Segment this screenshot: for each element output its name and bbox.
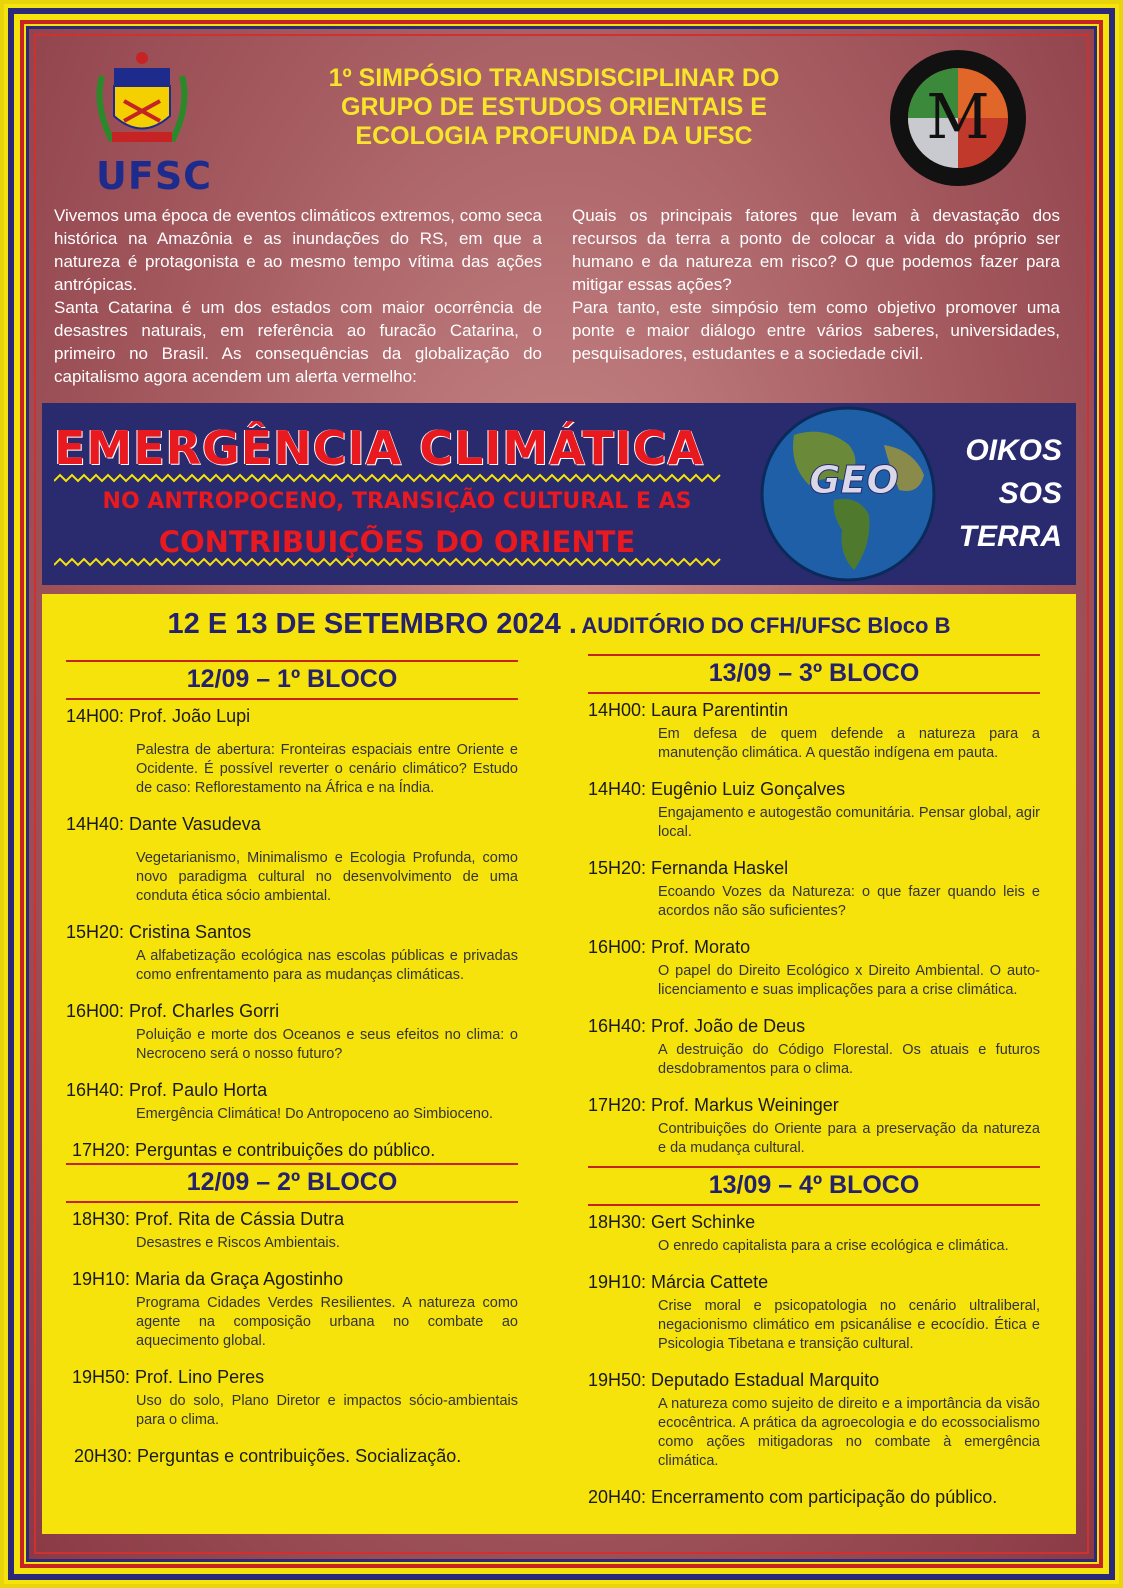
item-time-speaker: 17H20: Prof. Markus Weininger — [588, 1095, 839, 1115]
schedule-item — [588, 937, 1040, 1000]
item-description: Programa Cidades Verdes Resilientes. A natureza como agente na composição urbana no combate ao aquecimento global. — [136, 1295, 518, 1349]
schedule — [42, 594, 1076, 1534]
item-time-speaker: 14H40: Eugênio Luiz Gonçalves — [588, 779, 846, 799]
item-time-speaker: 18H30: Prof. Rita de Cássia Dutra — [72, 1209, 345, 1229]
item-description: Poluição e morte dos Oceanos e seus efeitos no clima: o Necroceno será o nosso futuro? — [136, 1027, 518, 1062]
item-time-speaker: 16H40: Prof. João de Deus — [588, 1016, 806, 1036]
schedule-item — [588, 1212, 1040, 1256]
item-description: O enredo capitalista para a crise ecológica e climática. — [658, 1238, 1009, 1254]
schedule-item — [66, 1140, 518, 1161]
item-description: Ecoando Vozes da Natureza: o que fazer quando leis e acordos não são suficientes? — [658, 884, 1040, 919]
schedule-item — [588, 1370, 1040, 1471]
schedule-item — [588, 1016, 1040, 1079]
item-description: Contribuições do Oriente para a preservação da natureza e da mudança cultural. — [658, 1121, 1040, 1156]
event-date: 12 E 13 DE SETEMBRO 2024 . — [167, 608, 577, 640]
oikos-sos-terra — [947, 429, 1062, 558]
block-title: 12/09 – 1º BLOCO — [66, 660, 518, 700]
schedule-item — [66, 706, 518, 798]
intro-paragraph: Santa Catarina é um dos estados com maior ocorrência de desastres naturais, em referência ao furacão Catarina, o primeiro no Brasil. As consequências da globalização do capitalismo agora acendem um alerta vermelho: — [54, 298, 542, 386]
intro-left — [54, 204, 542, 388]
title-line: ECOLOGIA PROFUNDA DA UFSC — [355, 122, 753, 150]
item-description: Em defesa de quem defende a natureza para a manutenção climática. A questão indígena em pauta. — [658, 726, 1040, 761]
schedule-item — [588, 1487, 1040, 1508]
item-time-speaker: 19H50: Prof. Lino Peres — [72, 1367, 265, 1387]
schedule-item — [588, 779, 1040, 842]
m-circle-icon — [888, 48, 1028, 188]
item-description: Desastres e Riscos Ambientais. — [136, 1235, 340, 1251]
schedule-item — [66, 1080, 518, 1124]
item-time-speaker: 15H20: Cristina Santos — [66, 922, 252, 942]
banner-subtitle-emphasis: CONTRIBUIÇÕES DO ORIENTE — [158, 525, 636, 559]
title-line: 1º SIMPÓSIO TRANSDISCIPLINAR DO — [328, 64, 780, 92]
item-time-speaker: 20H30: Perguntas e contribuições. Socialização. — [74, 1446, 462, 1466]
banner-subtitle: NO ANTROPOCENO, TRANSIÇÃO CULTURAL E AS — [102, 489, 692, 514]
item-time-speaker: 20H40: Encerramento com participação do público. — [588, 1487, 998, 1507]
schedule-item — [66, 922, 518, 985]
item-description: Engajamento e autogestão comunitária. Pensar global, agir local. — [658, 805, 1040, 840]
group-logo — [888, 48, 1028, 188]
item-time-speaker: 19H10: Márcia Cattete — [588, 1272, 769, 1292]
item-description: Emergência Climática! Do Antropoceno ao Simbioceno. — [136, 1106, 494, 1122]
zigzag-divider — [54, 557, 722, 567]
schedule-item — [588, 700, 1040, 763]
schedule-column-left — [66, 660, 518, 1483]
event-venue: AUDITÓRIO DO CFH/UFSC Bloco B — [581, 613, 951, 638]
item-time-speaker: 18H30: Gert Schinke — [588, 1212, 756, 1232]
globe-label: GEO — [809, 458, 899, 502]
ufsc-logo — [92, 46, 213, 198]
globe-icon — [754, 405, 942, 583]
schedule-item — [66, 814, 518, 906]
schedule-item — [588, 858, 1040, 921]
intro-right — [572, 204, 1060, 365]
schedule-item — [66, 1367, 518, 1430]
schedule-item — [588, 1095, 1040, 1158]
m-letter: M — [926, 80, 990, 153]
side-word: TERRA — [958, 520, 1062, 553]
item-description: Uso do solo, Plano Diretor e impactos sócio-ambientais para o clima. — [136, 1393, 518, 1428]
title-line: GRUPO DE ESTUDOS ORIENTAIS E — [341, 93, 767, 121]
item-time-speaker: 16H00: Prof. Morato — [588, 937, 751, 957]
block-title: 13/09 – 3º BLOCO — [588, 654, 1040, 694]
item-description: A natureza como sujeito de direito e a importância da visão ecocêntrica. A prática da agroecologia e do ecossocialismo como ações mitigadoras no combate à emergência climática. — [658, 1396, 1040, 1469]
item-time-speaker: 16H40: Prof. Paulo Horta — [66, 1080, 268, 1100]
item-time-speaker: 14H00: Laura Parentintin — [588, 700, 789, 720]
item-time-speaker: 15H20: Fernanda Haskel — [588, 858, 789, 878]
side-word: OIKOS — [965, 434, 1062, 467]
item-description: A alfabetização ecológica nas escolas públicas e privadas como enfrentamento para as mudanças climáticas. — [136, 948, 518, 983]
theme-banner — [42, 403, 1076, 585]
intro-paragraph: Vivemos uma época de eventos climáticos extremos, como seca histórica na Amazônia e as inundações do RS, em que a natureza é protagonista e ao mesmo tempo vítima das ações antrópicas. — [54, 206, 542, 294]
item-description: Vegetarianismo, Minimalismo e Ecologia Profunda, como novo paradigma cultural no desenvolvimento de uma conduta ética sócio ambiental. — [136, 850, 518, 904]
item-time-speaker: 17H20: Perguntas e contribuições do público. — [72, 1140, 436, 1160]
schedule-item — [66, 1269, 518, 1351]
item-description: Crise moral e psicopatologia no cenário ultraliberal, negacionismo climático em psicanálise e ecocídio. Ética e Psicologia Tibetana e transição cultural. — [658, 1298, 1040, 1352]
zigzag-divider — [54, 473, 722, 483]
schedule-item — [66, 1446, 518, 1467]
intro-paragraph: Quais os principais fatores que levam à devastação dos recursos da terra a ponto de colocar a vida do próprio ser humano e da natureza em risco? O que podemos fazer para mitigar essas ações? — [572, 206, 1060, 294]
side-word: SOS — [998, 477, 1062, 510]
ufsc-logo-text: UFSC — [96, 154, 213, 198]
item-time-speaker: 16H00: Prof. Charles Gorri — [66, 1001, 280, 1021]
block-title: 13/09 – 4º BLOCO — [588, 1166, 1040, 1206]
schedule-item — [66, 1209, 518, 1253]
block-title: 12/09 – 2º BLOCO — [66, 1163, 518, 1203]
schedule-column-right — [588, 654, 1040, 1524]
item-time-speaker: 14H00: Prof. João Lupi — [66, 706, 251, 726]
item-time-speaker: 19H10: Maria da Graça Agostinho — [72, 1269, 344, 1289]
intro-paragraph: Para tanto, este simpósio tem como objetivo promover uma ponte e maior diálogo entre vários saberes, universidades, pesquisadores, estudantes e a sociedade civil. — [572, 298, 1060, 363]
banner-title: EMERGÊNCIA CLIMÁTICA — [54, 421, 705, 475]
date-venue — [42, 608, 1076, 641]
symposium-title — [244, 64, 864, 151]
item-time-speaker: 19H50: Deputado Estadual Marquito — [588, 1370, 880, 1390]
schedule-item — [588, 1272, 1040, 1354]
ufsc-crest-icon — [92, 46, 192, 156]
item-description: A destruição do Código Florestal. Os atuais e futuros desdobramentos para o clima. — [658, 1042, 1040, 1077]
item-description: O papel do Direito Ecológico x Direito Ambiental. O auto-licenciamento e suas implicações para a crise climática. — [658, 963, 1040, 998]
item-time-speaker: 14H40: Dante Vasudeva — [66, 814, 261, 834]
schedule-item — [66, 1001, 518, 1064]
item-description: Palestra de abertura: Fronteiras espaciais entre Oriente e Ocidente. É possível reverter o cenário climático? Estudo de caso: Reflorestamento na África e na Índia. — [136, 742, 518, 796]
